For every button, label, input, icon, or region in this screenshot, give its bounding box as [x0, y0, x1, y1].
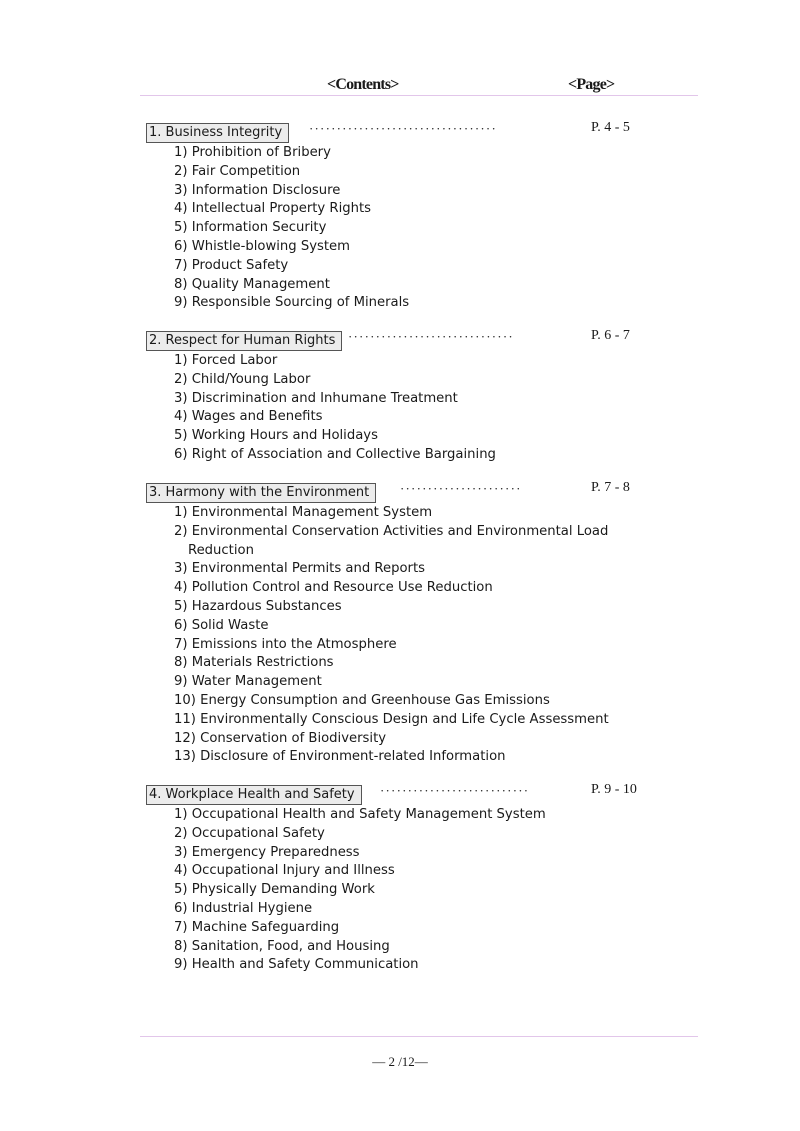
list-item[interactable]: 6) Right of Association and Collective Bargaining [174, 446, 496, 462]
list-item[interactable]: 12) Conservation of Biodiversity [174, 730, 387, 746]
list-item[interactable]: 4) Pollution Control and Resource Use Reduction [174, 580, 493, 596]
list-item[interactable]: 9) Responsible Sourcing of Minerals [174, 295, 410, 311]
footer-divider [140, 1036, 698, 1037]
list-item[interactable]: 3) Environmental Permits and Reports [174, 561, 425, 577]
list-item[interactable]: 1) Forced Labor [174, 353, 278, 368]
list-item[interactable]: 13) Disclosure of Environment-related Information [174, 749, 506, 765]
list-item[interactable]: 4) Occupational Injury and Illness [174, 863, 395, 879]
header-divider [140, 95, 698, 96]
list-item[interactable]: 10) Energy Consumption and Greenhouse Gas Emissions [174, 692, 550, 708]
section-item-list [174, 352, 496, 465]
section-item-list [174, 806, 546, 975]
dot-leader: ······················ [400, 481, 522, 496]
list-item[interactable]: 7) Product Safety [174, 257, 289, 273]
section-page-range: P. 6 - 7 [591, 328, 630, 343]
list-item[interactable]: 4) Wages and Benefits [174, 409, 323, 425]
section-page-range: P. 7 - 8 [591, 480, 630, 495]
list-item[interactable]: 1) Prohibition of Bribery [174, 145, 331, 160]
list-item[interactable]: 5) Working Hours and Holidays [174, 428, 378, 444]
list-item[interactable]: 4) Intellectual Property Rights [174, 201, 372, 217]
section-page-range: P. 9 - 10 [591, 782, 637, 797]
list-item[interactable]: 3) Information Disclosure [174, 182, 341, 198]
list-item[interactable]: 5) Information Security [174, 220, 327, 236]
list-item[interactable]: 2) Fair Competition [174, 163, 301, 179]
section-page-range: P. 4 - 5 [591, 120, 630, 135]
section-title[interactable]: 1. Business Integrity [146, 123, 289, 143]
list-item[interactable]: 6) Whistle-blowing System [174, 238, 351, 254]
list-item[interactable]: 3) Emergency Preparedness [174, 844, 360, 860]
section-item-list [174, 144, 409, 313]
contents-heading: <Contents> [327, 76, 399, 93]
list-item[interactable]: 3) Discrimination and Inhumane Treatment [174, 390, 458, 406]
section-item-list [174, 504, 618, 767]
list-item[interactable]: 6) Industrial Hygiene [174, 900, 313, 916]
list-item[interactable]: 2) Occupational Safety [174, 825, 325, 841]
list-item[interactable]: 11) Environmentally Conscious Design and Life Cycle Assessment [174, 711, 609, 727]
list-item[interactable]: 9) Health and Safety Communication [174, 957, 419, 973]
list-item[interactable]: 1) Occupational Health and Safety Management System [174, 807, 546, 822]
list-item[interactable]: 2) Child/Young Labor [174, 371, 311, 387]
list-item[interactable]: 6) Solid Waste [174, 617, 269, 633]
list-item[interactable]: 8) Sanitation, Food, and Housing [174, 938, 390, 954]
dot-leader: ··························· [380, 783, 530, 798]
list-item[interactable]: 5) Hazardous Substances [174, 598, 342, 614]
list-item[interactable]: 7) Machine Safeguarding [174, 919, 340, 935]
list-item[interactable]: 5) Physically Demanding Work [174, 882, 375, 898]
list-item[interactable]: 8) Materials Restrictions [174, 655, 334, 671]
section-title[interactable]: 3. Harmony with the Environment [146, 483, 376, 503]
dot-leader: ······························ [348, 329, 514, 344]
list-item[interactable]: 7) Emissions into the Atmosphere [174, 636, 397, 652]
page-number: — 2 /12— [372, 1054, 428, 1069]
list-item[interactable]: 9) Water Management [174, 674, 322, 690]
section-title[interactable]: 2. Respect for Human Rights [146, 331, 342, 351]
list-item[interactable]: 1) Environmental Management System [174, 505, 433, 520]
list-item[interactable]: 2) Environmental Conservation Activities and Environmental Load Reduction [174, 523, 609, 558]
list-item[interactable]: 8) Quality Management [174, 276, 330, 292]
dot-leader: ·································· [309, 121, 497, 136]
page-heading: <Page> [568, 76, 615, 93]
section-title[interactable]: 4. Workplace Health and Safety [146, 785, 362, 805]
